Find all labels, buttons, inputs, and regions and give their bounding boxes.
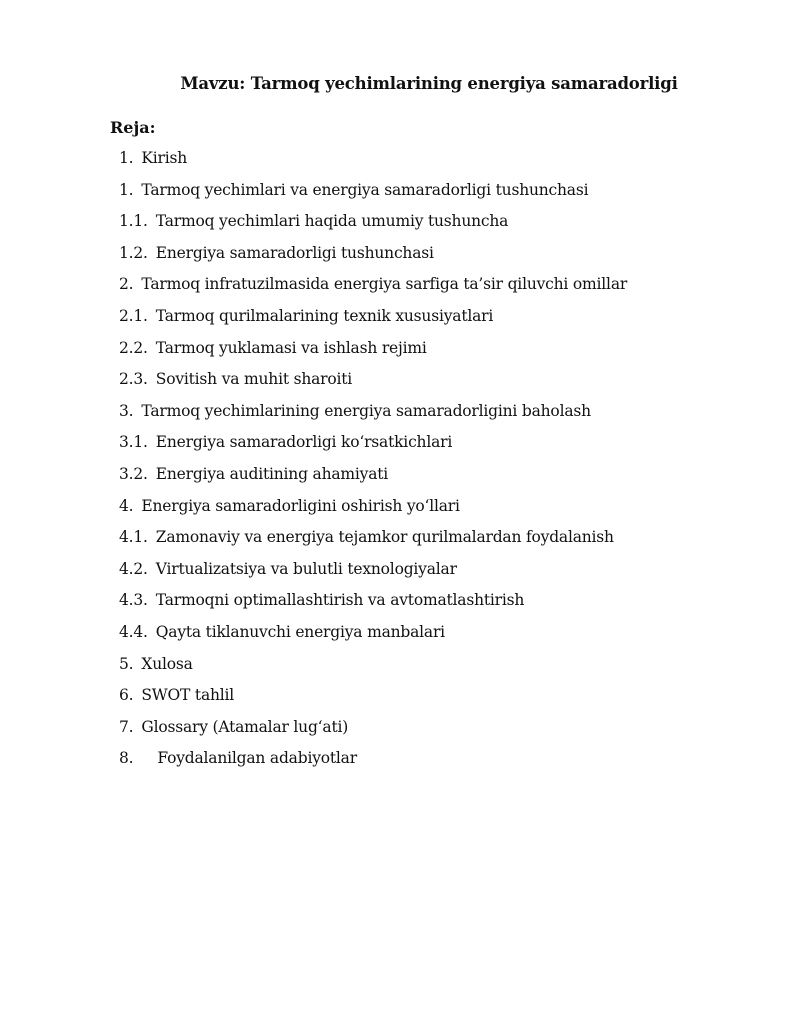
toc-item: [119, 272, 627, 304]
toc-item-number: 4.: [119, 496, 134, 515]
toc-item-text: Sovitish va muhit sharoiti: [155, 370, 353, 389]
toc-item-number: 4.4.: [119, 622, 148, 641]
toc-item-number: 3.2.: [119, 464, 148, 483]
toc-item-number: 1.: [119, 180, 134, 199]
toc-item: [119, 367, 627, 399]
toc-item-text: Energiya auditining ahamiyati: [155, 464, 389, 483]
toc-item: [119, 620, 627, 652]
toc-item-number: 4.2.: [119, 559, 148, 578]
toc-item: [119, 209, 627, 241]
toc-item-text: Tarmoq infratuzilmasida energiya sarfiga ta’sir qiluvchi omillar: [141, 275, 628, 294]
toc-item-text: Tarmoq yechimlari va energiya samaradorligi tushunchasi: [141, 180, 589, 199]
toc-item-number: 1.2.: [119, 243, 148, 262]
toc-item: [119, 430, 627, 462]
toc-item-text: Energiya samaradorligini oshirish yo‘llari: [141, 496, 460, 515]
toc-item-text: Tarmoq yechimlarining energiya samaradorligini baholash: [141, 401, 591, 420]
toc-item: [119, 525, 627, 557]
toc-item-number: 2.2.: [119, 338, 148, 357]
toc-item-text: Tarmoq yechimlari haqida umumiy tushuncha: [155, 212, 509, 231]
toc-item: [119, 715, 627, 747]
toc-item-number: 6.: [119, 686, 134, 705]
toc-item-text: Xulosa: [141, 654, 193, 673]
toc-item-number: 3.: [119, 401, 134, 420]
plan-heading: Reja:: [110, 118, 156, 137]
toc-item: [119, 683, 627, 715]
table-of-contents: [119, 146, 627, 778]
toc-item: [119, 304, 627, 336]
toc-item-text: Tarmoq qurilmalarining texnik xususiyatlari: [155, 306, 494, 325]
toc-item-number: 2.3.: [119, 370, 148, 389]
toc-item-number: 4.3.: [119, 591, 148, 610]
toc-item-text: SWOT tahlil: [141, 686, 235, 705]
toc-item-text: Foydalanilgan adabiyotlar: [157, 749, 357, 768]
document-title: Mavzu: Tarmoq yechimlarining energiya samaradorligi: [180, 74, 678, 93]
toc-item: [119, 399, 627, 431]
toc-item: [119, 146, 627, 178]
toc-item: [119, 336, 627, 368]
toc-item: [119, 588, 627, 620]
toc-item-number: 2.1.: [119, 306, 148, 325]
toc-item: [119, 462, 627, 494]
toc-item-number: 1.: [119, 149, 134, 167]
toc-item: [119, 746, 627, 778]
toc-item-text: Kirish: [141, 149, 188, 167]
toc-item-number: 7.: [119, 717, 134, 736]
toc-item-number: 3.1.: [119, 433, 148, 452]
toc-item-text: Tarmoq yuklamasi va ishlash rejimi: [155, 338, 427, 357]
toc-item-number: 1.1.: [119, 212, 148, 231]
toc-item: [119, 652, 627, 684]
toc-item-text: Energiya samaradorligi tushunchasi: [155, 243, 434, 262]
toc-item-text: Glossary (Atamalar lug‘ati): [141, 717, 349, 736]
toc-item: [119, 494, 627, 526]
toc-item-text: Qayta tiklanuvchi energiya manbalari: [155, 622, 445, 641]
toc-item-text: Tarmoqni optimallashtirish va avtomatlashtirish: [155, 591, 525, 610]
toc-item-text: Virtualizatsiya va bulutli texnologiyalar: [155, 559, 457, 578]
toc-item-text: Energiya samaradorligi ko‘rsatkichlari: [155, 433, 453, 452]
toc-item-number: 5.: [119, 654, 134, 673]
toc-item: [119, 178, 627, 210]
toc-item-number: 2.: [119, 275, 134, 294]
toc-item-number: 8.: [119, 749, 134, 768]
toc-item-text: Zamonaviy va energiya tejamkor qurilmalardan foydalanish: [155, 528, 614, 547]
toc-item-number: 4.1.: [119, 528, 148, 547]
toc-item: [119, 557, 627, 589]
toc-item: [119, 241, 627, 273]
